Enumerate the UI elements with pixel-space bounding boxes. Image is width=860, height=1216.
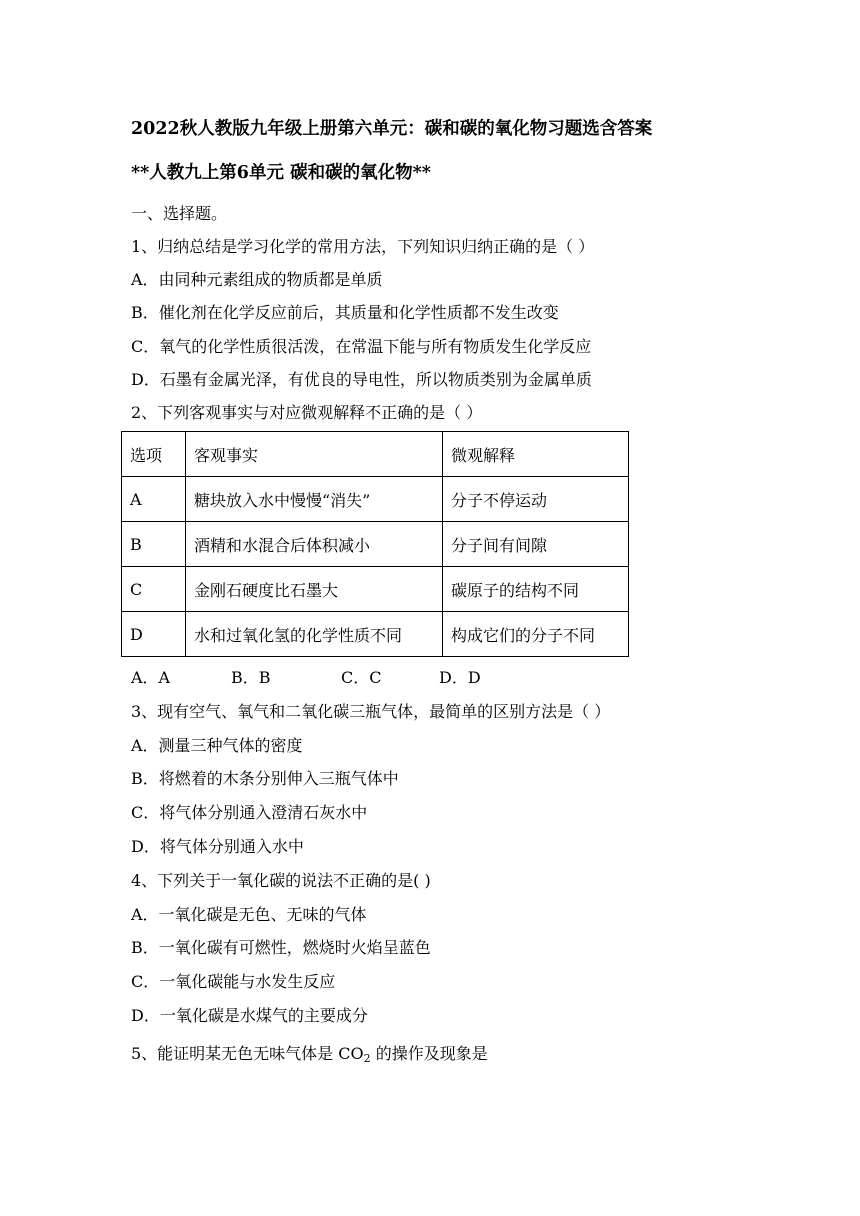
table-cell: D bbox=[122, 612, 186, 657]
question-3-option-a: A．测量三种气体的密度 bbox=[131, 736, 303, 755]
question-2-option-d: D．D bbox=[439, 668, 481, 687]
question-5-stem bbox=[131, 1043, 488, 1065]
question-4-option-a: A．一氧化碳是无色、无味的气体 bbox=[131, 905, 367, 924]
question-1-option-b: B．催化剂在化学反应前后，其质量和化学性质都不发生改变 bbox=[131, 303, 559, 322]
question-4-option-d: D．一氧化碳是水煤气的主要成分 bbox=[131, 1006, 368, 1025]
question-1-option-a: A．由同种元素组成的物质都是单质 bbox=[131, 270, 383, 289]
table-header-cell: 客观事实 bbox=[186, 432, 443, 477]
table-cell: 金刚石硬度比石墨大 bbox=[186, 567, 443, 612]
table-row bbox=[122, 477, 629, 522]
question-1-option-c: C．氧气的化学性质很活泼，在常温下能与所有物质发生化学反应 bbox=[131, 337, 592, 356]
question-2-option-c: C．C bbox=[341, 668, 382, 687]
table-header-cell: 微观解释 bbox=[443, 432, 629, 477]
question-2-stem: 2、下列客观事实与对应微观解释不正确的是（ ） bbox=[131, 403, 483, 422]
question-2-option-a: A．A bbox=[131, 668, 171, 687]
question-1-option-d: D．石墨有金属光泽，有优良的导电性，所以物质类别为金属单质 bbox=[131, 370, 592, 389]
question-3-option-d: D．将气体分别通入水中 bbox=[131, 837, 304, 856]
table-cell: B bbox=[122, 522, 186, 567]
question-5-stem-text: 5、能证明某无色无味气体是 CO bbox=[131, 1044, 364, 1063]
document-title: 2022秋人教版九年级上册第六单元：碳和碳的氧化物习题选含答案 bbox=[131, 119, 653, 139]
question-2-table bbox=[121, 431, 629, 657]
question-4-stem: 4、下列关于一氧化碳的说法不正确的是( ) bbox=[131, 871, 431, 890]
section-subtitle: **人教九上第6单元 碳和碳的氧化物** bbox=[131, 163, 431, 183]
question-3-stem: 3、现有空气、氧气和二氧化碳三瓶气体，最简单的区别方法是（ ） bbox=[131, 702, 611, 721]
table-cell: 碳原子的结构不同 bbox=[443, 567, 629, 612]
question-3-option-c: C．将气体分别通入澄清石灰水中 bbox=[131, 803, 368, 822]
question-4-option-c: C．一氧化碳能与水发生反应 bbox=[131, 972, 336, 991]
question-2-option-b: B．B bbox=[231, 668, 271, 687]
table-header-cell: 选项 bbox=[122, 432, 186, 477]
table-cell: A bbox=[122, 477, 186, 522]
question-1-stem: 1、归纳总结是学习化学的常用方法，下列知识归纳正确的是（ ） bbox=[131, 237, 595, 256]
table-row bbox=[122, 567, 629, 612]
table-row bbox=[122, 612, 629, 657]
question-4-option-b: B．一氧化碳有可燃性，燃烧时火焰呈蓝色 bbox=[131, 938, 431, 957]
question-2-options bbox=[131, 667, 481, 689]
table-cell: 构成它们的分子不同 bbox=[443, 612, 629, 657]
table-cell: C bbox=[122, 567, 186, 612]
table-cell: 水和过氧化氢的化学性质不同 bbox=[186, 612, 443, 657]
table-cell: 糖块放入水中慢慢“消失” bbox=[186, 477, 443, 522]
section-heading: 一、选择题。 bbox=[131, 204, 228, 223]
table-header-row bbox=[122, 432, 629, 477]
table-row bbox=[122, 522, 629, 567]
table-cell: 酒精和水混合后体积减小 bbox=[186, 522, 443, 567]
table-cell: 分子不停运动 bbox=[443, 477, 629, 522]
question-5-subscript: 2 bbox=[363, 1052, 371, 1065]
table-cell: 分子间有间隙 bbox=[443, 522, 629, 567]
question-5-stem-suffix: 的操作及现象是 bbox=[370, 1044, 488, 1063]
question-3-option-b: B．将燃着的木条分别伸入三瓶气体中 bbox=[131, 769, 399, 788]
